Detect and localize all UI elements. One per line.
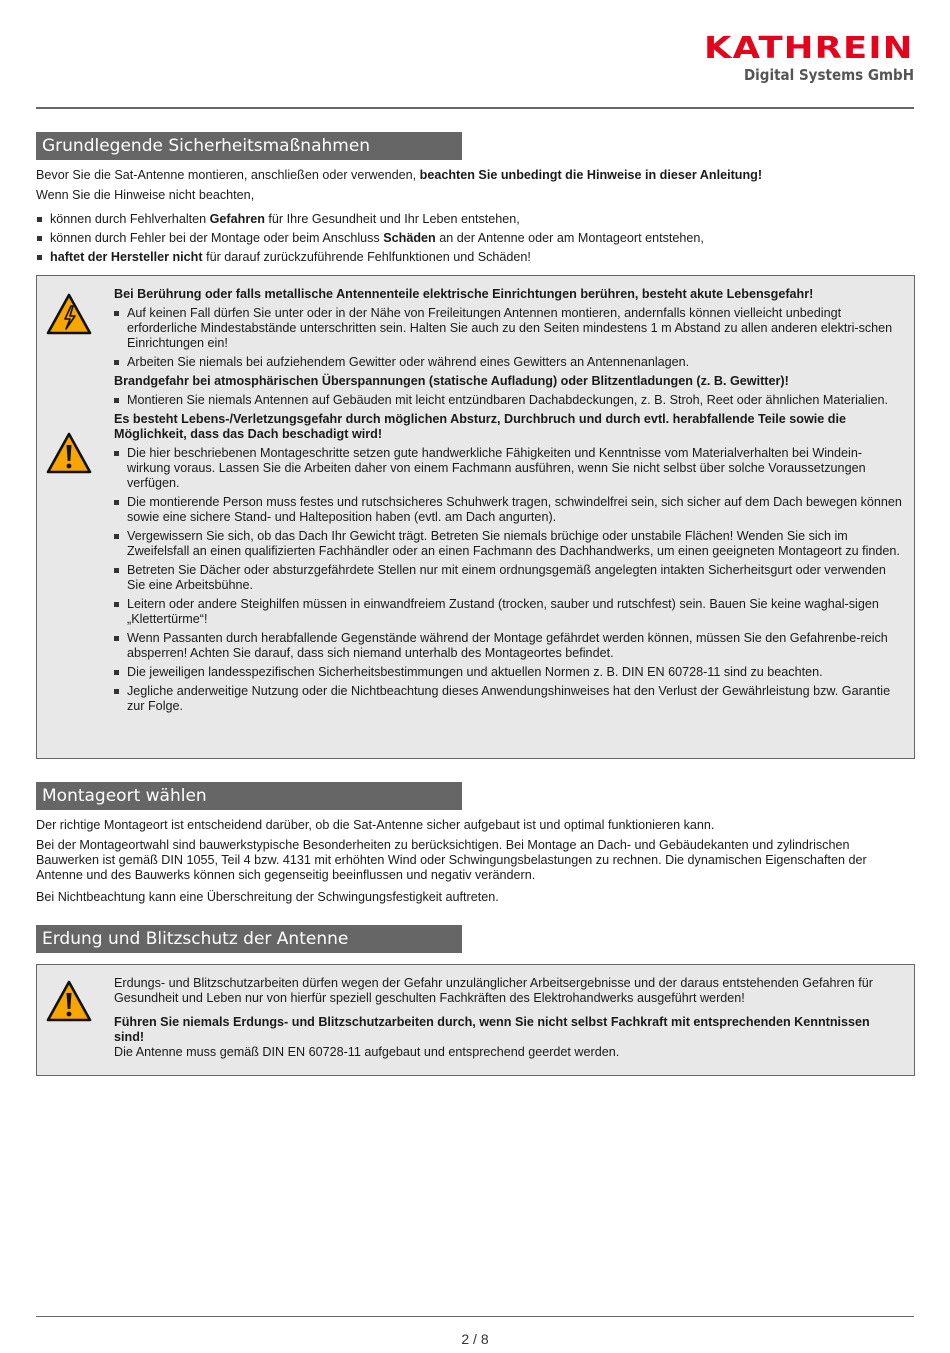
location-paragraph-2: Bei der Montageortwahl sind bauwerkstypische Besonderheiten zu berücksichtigen. Bei Montage an Dach- und Gebäudekanten und zylindrischen Bauwerken ist gemäß DIN 1055, Teil 4 bzw. 4131 mit erhöhten Wind oder Schwingungsbelastungen zu rechnen. Die dynamischen Eigenschaften der Antenne und des Bauwerks können sich gegenseitig beeinflussen und negativ verändern.	[36, 838, 867, 882]
list-item: Leitern oder andere Steighilfen müssen in einwandfreiem Zustand (trocken, sauber und rutschfest) sein. Bauen Sie keine waghal-sigen „Klettertürme“!	[114, 597, 902, 627]
list-item: Wenn Passanten durch herabfallende Gegenstände während der Montage gefährdet werden können, müssen Sie den Gefahrenbe-reich absperren! Achten Sie darauf, dass sich niemand unterhalb des Montageortes befindet.	[114, 631, 902, 661]
list-item: Die montierende Person muss festes und rutschsicheres Schuhwerk tragen, schwindelfrei sein, sich sicher auf dem Dach bewegen können sowie eine sichere Stand- und Halteposition haben (evtl. am Dach angurten).	[114, 495, 902, 525]
list-item: Die jeweiligen landesspezifischen Sicherheitsbestimmungen und aktuellen Normen z. B. DIN EN 60728-11 sind zu beachten.	[114, 665, 902, 680]
warning-heading-fire: Brandgefahr bei atmosphärischen Überspannungen (statische Aufladung) oder Blitzentladungen (z. B. Gewitter)!	[114, 374, 789, 388]
general-warning-icon	[46, 979, 92, 1023]
brand-name: KATHREIN	[704, 31, 914, 66]
brand-subtitle: Digital Systems GmbH	[743, 66, 914, 84]
general-warning-icon	[46, 431, 92, 475]
list-item: Die hier beschriebenen Montageschritte setzen gute handwerkliche Fähigkeiten und Kenntnisse vom Materialverhalten bei Windein-wirkung voraus. Lassen Sie die Arbeiten daher von einem Fachmann ausführen, wenn Sie nicht selbst über solche Voraussetzungen verfügen.	[114, 446, 902, 491]
list-item: Auf keinen Fall dürfen Sie unter oder in der Nähe von Freileitungen Antennen montieren, andernfalls können vielleicht unbedingt erforderliche Mindestabstände unterschritten sein. Halten Sie auch zu den Seiten mindestens 1 m Abstand zu allen anderen elektri-schen Einrichtungen ein!	[114, 306, 902, 351]
section-title-location: Montageort wählen	[36, 782, 462, 810]
grounding-paragraph-2: Führen Sie niemals Erdungs- und Blitzschutzarbeiten durch, wenn Sie nicht selbst Fachkraft mit entsprechenden Kenntnissen sind!	[114, 1015, 870, 1044]
safety-intro-text: Bevor Sie die Sat-Antenne montieren, anschließen oder verwenden,	[36, 168, 420, 182]
warning-list-fall	[114, 446, 902, 714]
warning-heading-fall: Es besteht Lebens-/Verletzungsgefahr durch möglichen Absturz, Durchbruch und durch evtl. herabfallende Teile sowie die Möglichkeit, dass das Dach beschadigt wird!	[114, 412, 846, 441]
warning-list-electric	[114, 306, 902, 370]
section-title-safety: Grundlegende Sicherheitsmaßnahmen	[36, 132, 462, 160]
safety-intro-emphasis: beachten Sie unbedingt die Hinweise in dieser Anleitung!	[419, 168, 763, 182]
warning-box	[36, 275, 915, 759]
list-item: Montieren Sie niemals Antennen auf Gebäuden mit leicht entzündbaren Dachabdeckungen, z. B. Stroh, Reet oder ähnlichen Materialien.	[114, 393, 902, 408]
safety-intro	[36, 168, 914, 183]
grounding-paragraph-3: Die Antenne muss gemäß DIN EN 60728-11 aufgebaut und entsprechend geerdet werden.	[114, 1045, 620, 1059]
header-divider	[36, 107, 914, 109]
grounding-warning-box	[36, 964, 915, 1076]
warning-box-content	[114, 287, 902, 718]
list-item: Jegliche anderweitige Nutzung oder die Nichtbeachtung dieses Anwendungshinweises hat den Verlust der Gewährleistung bzw. Garantie zur Folge.	[114, 684, 902, 714]
warning-heading-electric: Bei Berührung oder falls metallische Antennenteile elektrische Einrichtungen berühren, besteht akute Lebensgefahr!	[114, 287, 814, 301]
grounding-paragraph-1: Erdungs- und Blitzschutzarbeiten dürfen wegen der Gefahr unzulänglicher Arbeitsergebnisse und der daraus entstehenden Gefahren für Gesundheit und Leben nur von hierfür speziell geschulten Fachkräften des Elektrohandwerks ausgeführt werden!	[114, 976, 873, 1005]
section-title-grounding: Erdung und Blitzschutz der Antenne	[36, 925, 462, 953]
location-paragraph-3: Bei Nichtbeachtung kann eine Überschreitung der Schwingungsfestigkeit auftreten.	[36, 890, 499, 904]
grounding-warning-content	[114, 976, 902, 1060]
brand-logo	[704, 31, 914, 84]
list-item: haftet der Hersteller nicht für darauf zurückzuführende Fehlfunktionen und Schäden!	[36, 250, 914, 265]
location-paragraph-1: Der richtige Montageort ist entscheidend darüber, ob die Sat-Antenne sicher aufgebaut ist und optimal funktionieren kann.	[36, 818, 715, 832]
safety-consequence-list	[36, 212, 914, 269]
list-item: Betreten Sie Dächer oder absturzgefährdete Stellen nur mit einem ordnungsgemäß angelegten intakten Sicherheitsgurt oder verwenden Sie eine Arbeitsbühne.	[114, 563, 902, 593]
footer-divider	[36, 1316, 914, 1317]
warning-list-fire	[114, 393, 902, 408]
list-item: Arbeiten Sie niemals bei aufziehendem Gewitter oder während eines Gewitters an Antennenanlagen.	[114, 355, 902, 370]
high-voltage-warning-icon	[46, 292, 92, 336]
list-item: können durch Fehler bei der Montage oder beim Anschluss Schäden an der Antenne oder am Montageort entstehen,	[36, 231, 914, 246]
safety-intro-2: Wenn Sie die Hinweise nicht beachten,	[36, 188, 255, 202]
page-number: 2 / 8	[461, 1331, 489, 1347]
list-item: können durch Fehlverhalten Gefahren für Ihre Gesundheit und Ihr Leben entstehen,	[36, 212, 914, 227]
list-item: Vergewissern Sie sich, ob das Dach Ihr Gewicht trägt. Betreten Sie niemals brüchige oder unstabile Flächen! Wenden Sie sich im Zweifelsfall an einen qualifizierten Fachhändler oder an einen Fachmann des Dachhandwerks, um einen geeigneten Montageort zu finden.	[114, 529, 902, 559]
